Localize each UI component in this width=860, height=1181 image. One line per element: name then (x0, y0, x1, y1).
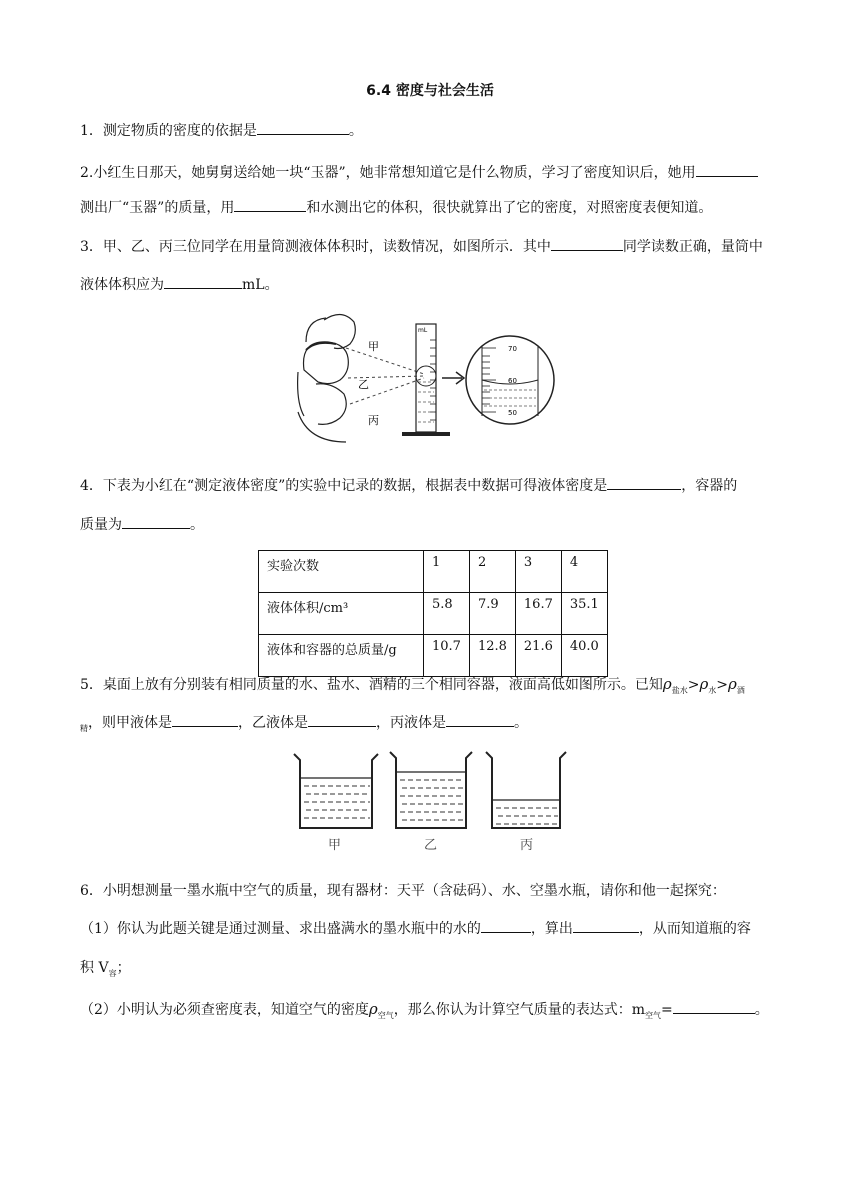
label-bing: 丙 (520, 838, 534, 853)
experiment-data-table (258, 550, 608, 677)
label-yi: 乙 (424, 838, 438, 853)
rho-symbol: ρ (368, 1000, 378, 1018)
answer-blank[interactable] (551, 236, 623, 251)
table-row: 液体和容器的总质量/g 10.7 12.8 21.6 40.0 (259, 635, 608, 677)
answer-blank[interactable] (607, 475, 681, 490)
table-row: 液体体积/cm³ 5.8 7.9 16.7 35.1 (259, 593, 608, 635)
table-row: 实验次数 1 2 3 4 (259, 551, 608, 593)
beaker-bing (486, 752, 566, 828)
cylinder-reading-figure (296, 312, 556, 446)
question-6: 6．小明想测量一墨水瓶中空气的质量，现有器材：天平（含砝码）、水、空墨水瓶，请你和他一起探究： (80, 883, 726, 899)
answer-blank[interactable] (696, 162, 758, 177)
answer-blank[interactable] (308, 712, 376, 727)
answer-blank[interactable] (164, 274, 242, 289)
question-3: 3．甲、乙、丙三位同学在用量筒测液体体积时，读数情况，如图所示．其中 同学读数正确，量筒中 (80, 236, 763, 256)
label-jia: 甲 (368, 340, 379, 353)
question-3-cont: 液体体积应为 mL。 (80, 274, 279, 294)
answer-blank[interactable] (481, 918, 531, 933)
answer-blank[interactable] (172, 712, 238, 727)
cylinder-base (402, 432, 450, 436)
svg-text:70: 70 (508, 345, 517, 353)
label-yi: 乙 (358, 378, 369, 391)
answer-blank[interactable] (573, 918, 639, 933)
question-5: 5．桌面上放有分别装有相同质量的水、盐水、酒精的三个相同容器，液面高低如图所示。已知$\rho_{盐水}>\rho_水>\rho_酒$ (80, 675, 745, 695)
question-5-cont: $_精$，则甲液体是 ，乙液体是 ，丙液体是 。 (80, 712, 528, 734)
label-jia: 甲 (328, 838, 342, 853)
question-4: 4．下表为小红在“测定液体密度”的实验中记录的数据，根据表中数据可得液体密度是 ，容器的 (80, 475, 737, 495)
page-title: 6.4 密度与社会生活 (366, 83, 494, 99)
beaker-jia (294, 754, 378, 828)
svg-text:60: 60 (508, 377, 517, 385)
student-bing-head (316, 384, 346, 425)
question-2: 2.小红生日那天，她舅舅送给她一块“玉器”，她非常想知道它是什么物质，学习了密度知识后，她用 (80, 162, 758, 182)
label-bing: 丙 (368, 414, 379, 427)
question-6-part-1-cont: 积 $V_容$； (80, 960, 131, 978)
answer-blank[interactable] (257, 120, 349, 135)
beaker-yi (390, 752, 472, 828)
question-6-part-1: （1）你认为此题关键是通过测量、求出盛满水的墨水瓶中的水的 ，算出 ，从而知道瓶的容 (80, 918, 751, 938)
answer-blank[interactable] (234, 197, 306, 212)
rho-symbol: ρ (662, 675, 672, 693)
arrow-icon (442, 372, 464, 384)
answer-blank[interactable] (673, 999, 755, 1014)
answer-blank[interactable] (122, 514, 190, 529)
question-4-cont: 质量为 。 (80, 514, 204, 534)
svg-text:mL: mL (418, 327, 428, 334)
svg-text:50: 50 (508, 409, 517, 417)
question-6-part-2: （2）小明认为必须查密度表，知道空气的密度$\rho_{空气}$，那么你认为计算空气质量的表达式：$m_{空气}=$ 。 (80, 1000, 769, 1020)
answer-blank[interactable] (446, 712, 514, 727)
question-1: 1．测定物质的密度的依据是 。 (80, 120, 363, 140)
question-2-cont: 测出厂“玉器”的质量，用 和水测出它的体积，很快就算出了它的密度，对照密度表便知道。 (80, 197, 712, 217)
beakers-figure (290, 748, 580, 858)
